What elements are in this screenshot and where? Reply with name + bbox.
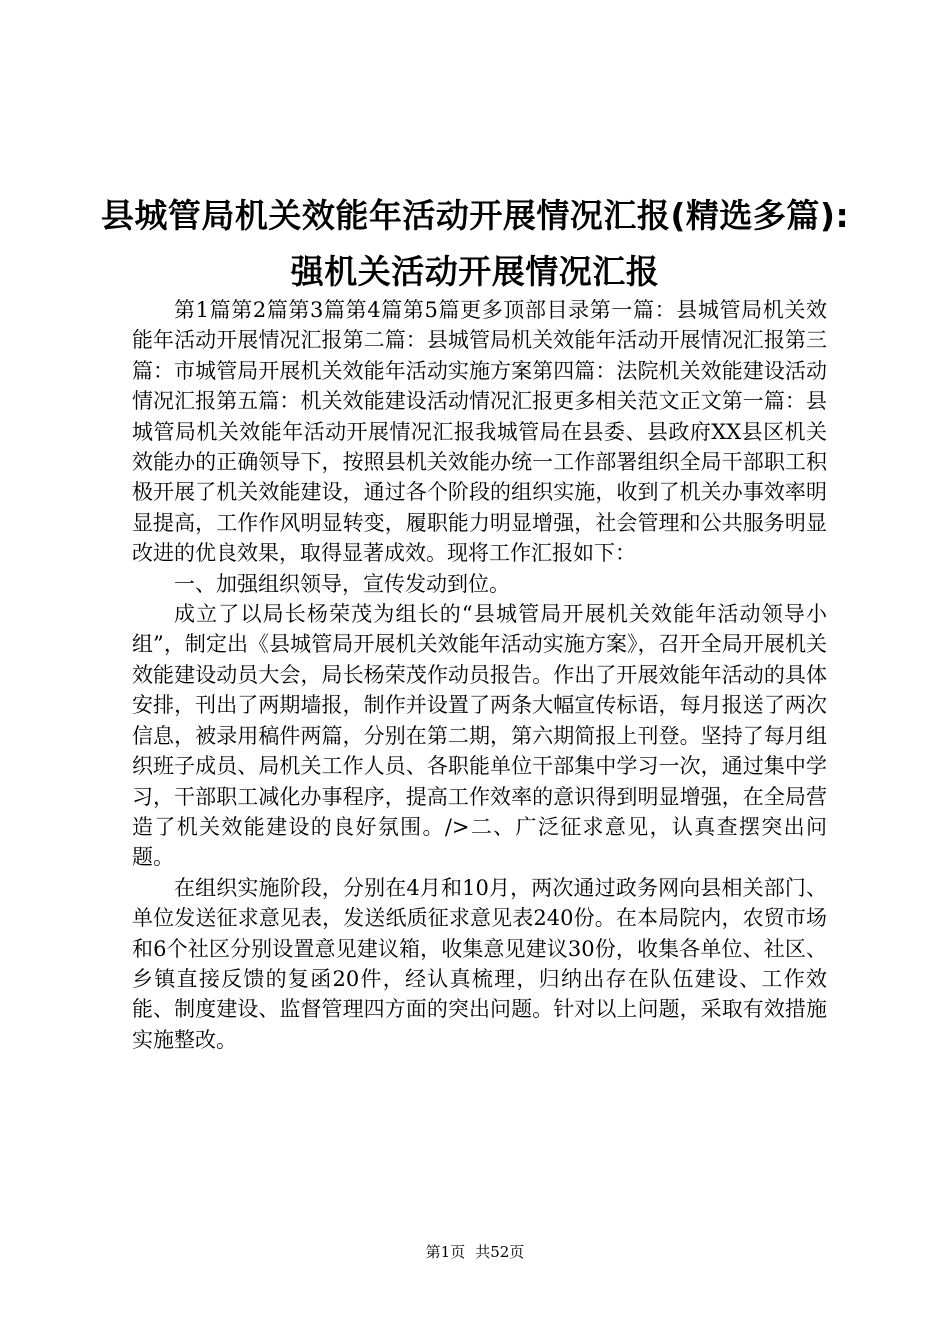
document-body: [132, 295, 827, 1055]
page-total: 共52页: [475, 1243, 525, 1261]
paragraph-intro: 第1篇第2篇第3篇第4篇第5篇更多顶部目录第一篇：县城管局机关效能年活动开展情况汇报第二篇：县城管局机关效能年活动开展情况汇报第三篇：市城管局开展机关效能年活动实施方案第四篇：法院机关效能建设活动情况汇报第五篇：机关效能建设活动情况汇报更多相关范文正文第一篇：县城管局机关效能年活动开展情况汇报我城管局在县委、县政府XX县区机关效能办的正确领导下，按照县机关效能办统一工作部署组织全局干部职工积极开展了机关效能建设，通过各个阶段的组织实施，收到了机关办事效率明显提高，工作作风明显转变，履职能力明显增强，社会管理和公共服务明显改进的优良效果，取得显著成效。现将工作汇报如下：: [132, 298, 827, 566]
paragraph-section-2: 在组织实施阶段，分别在4月和10月，两次通过政务网向县相关部门、单位发送征求意见表，发送纸质征求意见表240份。在本局院内，农贸市场和6个社区分别设置意见建议箱，收集意见建议30份，收集各单位、社区、乡镇直接反馈的复函20件，经认真梳理，归纳出存在队伍建设、工作效能、制度建设、监督管理四方面的突出问题。针对以上问题，采取有效措施实施整改。: [132, 875, 827, 1052]
page-number: 第1页: [425, 1243, 466, 1261]
paragraph-section-1: 成立了以局长杨荣茂为组长的“县城管局开展机关效能年活动领导小组”，制定出《县城管局开展机关效能年活动实施方案》，召开全局开展机关效能建设动员大会，局长杨荣茂作动员报告。作出了开展效能年活动的具体安排，刊出了两期墙报，制作并设置了两条大幅宣传标语，每月报送了两次信息，被录用稿件两篇，分别在第二期，第六期简报上刊登。坚持了每月组织班子成员、局机关工作人员、各职能单位干部集中学习一次，通过集中学习，干部职工减化办事程序，提高工作效率的意识得到明显增强，在全局营造了机关效能建设的良好氛围。/>二、广泛征求意见，认真查摆突出问题。: [132, 602, 827, 870]
paragraph-heading-1: 一、加强组织领导，宣传发动到位。: [174, 571, 510, 596]
page-footer: [0, 1242, 950, 1262]
document-title: 县城管局机关效能年活动开展情况汇报(精选多篇):强机关活动开展情况汇报: [100, 196, 850, 291]
